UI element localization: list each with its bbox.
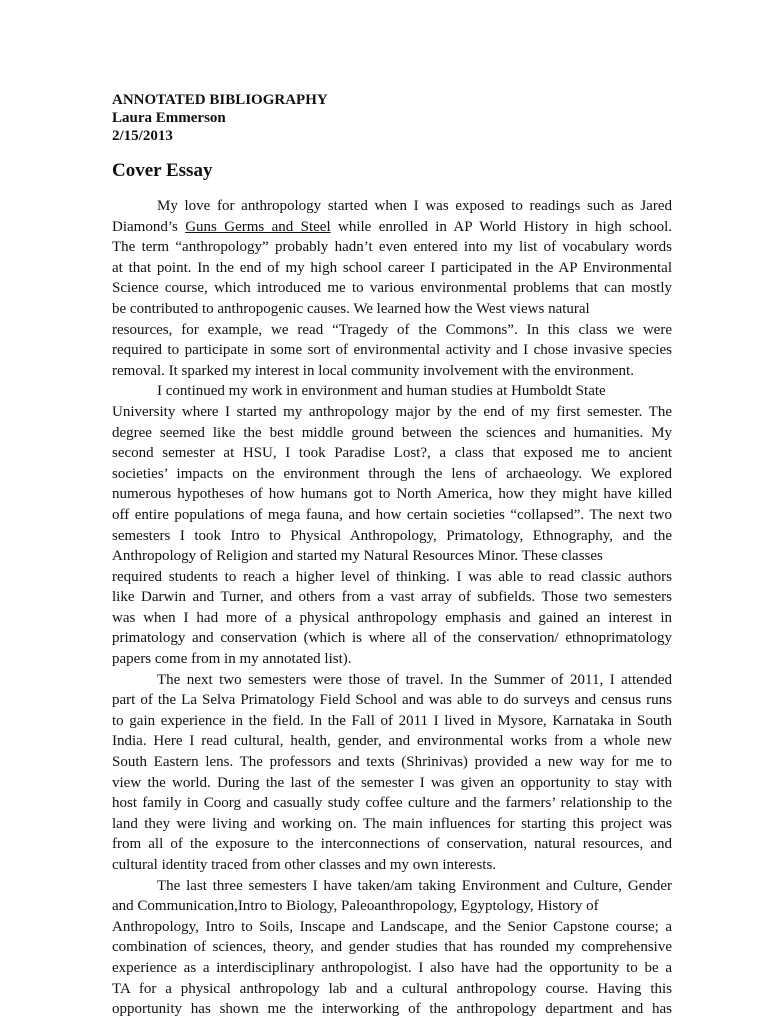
document-title: ANNOTATED BIBLIOGRAPHY	[112, 92, 328, 108]
essay-line: degree seemed like the best middle ground between the sciences and humanities. My	[112, 424, 672, 441]
essay-line: cultural identity traced from other classes and my own interests.	[112, 857, 497, 873]
essay-line: Anthropology, Intro to Soils, Inscape and Landscape, and the Senior Capstone course; a	[112, 918, 672, 935]
essay-line: be contributed to anthropogenic causes. We learned how the West views natural	[112, 300, 590, 317]
essay-line: papers come from in my annotated list).	[112, 651, 352, 668]
essay-line: at that point. In the end of my high school career I participated in the AP Environmental	[112, 259, 672, 276]
essay-line: like Darwin and Turner, and others from a vast array of subfields. Those two semesters	[112, 589, 672, 606]
book-title-underlined: Guns Germs and Steel	[185, 218, 331, 235]
essay-line: primatology and conservation (which is where all of the conservation/ ethnoprimatology	[112, 630, 672, 647]
essay-line: Science course, which introduced me to various environmental problems that can mostly	[112, 280, 672, 297]
essay-line: TA for a physical anthropology lab and a cultural anthropology course. Having this	[112, 980, 672, 997]
essay-line: South Eastern lens. The professors and texts (Shrinivas) provided a new way for me to	[112, 754, 672, 771]
essay-line: removal. It sparked my interest in local community involvement with the environment.	[112, 362, 634, 379]
essay-line: My love for anthropology started when I was exposed to readings such as Jared	[157, 198, 672, 214]
essay-line: The last three semesters I have taken/am taking Environment and Culture, Gender	[157, 877, 672, 894]
essay-line: from all of the exposure to the interconnections of conservation, natural resources, and	[112, 836, 672, 853]
essay-line: The next two semesters were those of travel. In the Summer of 2011, I attended	[157, 671, 672, 688]
document-header	[112, 91, 672, 145]
essay-line: semesters I took Intro to Physical Anthropology, Primatology, Ethnography, and the	[112, 527, 672, 544]
essay-line: numerous hypotheses of how humans got to North America, how they might have killed	[112, 486, 672, 503]
essay-line: India. Here I read cultural, health, gender, and environmental works from a whole new	[112, 733, 672, 750]
essay-line: view the world. During the last of the semester I was given an opportunity to stay with	[112, 774, 672, 791]
document-date: 2/15/2013	[112, 128, 173, 144]
essay-line: and Communication,Intro to Biology, Paleoanthropology, Egyptology, History of	[112, 898, 599, 915]
essay-line: second semester at HSU, I took Paradise Lost?, a class that exposed me to ancient	[112, 445, 672, 462]
essay-line: land they were living and working on. The main influences for starting this project was	[112, 815, 672, 832]
author-name: Laura Emmerson	[112, 110, 226, 126]
essay-text: while enrolled in AP World History in high school.	[330, 218, 672, 235]
essay-line: off entire populations of mega fauna, and how certain societies “collapsed”. The next two	[112, 506, 672, 523]
essay-line: was when I had more of a physical anthropology emphasis and gained an interest in	[112, 609, 672, 626]
essay-line: opportunity has shown me the interworking of the anthropology department and has	[112, 1001, 672, 1018]
section-title: Cover Essay	[112, 160, 213, 181]
essay-line: The term “anthropology” probably hadn’t even entered into my list of vocabulary words	[112, 239, 672, 256]
essay-text: Diamond’s	[112, 218, 186, 235]
essay-line: required to participate in some sort of environmental activity and I chose invasive species	[112, 342, 672, 359]
essay-line: combination of sciences, theory, and gender studies that has rounded my comprehensive	[112, 939, 672, 956]
essay-line	[112, 217, 672, 238]
essay-line: Anthropology of Religion and started my Natural Resources Minor. These classes	[112, 548, 603, 565]
essay-body	[112, 196, 672, 1020]
essay-line: required students to reach a higher level of thinking. I was able to read classic authors	[112, 568, 672, 585]
essay-line: I continued my work in environment and human studies at Humboldt State	[157, 383, 606, 400]
essay-line: experience as a interdisciplinary anthropologist. I also have had the opportunity to be a	[112, 959, 672, 976]
essay-line: societies’ impacts on the environment through the lens of archaeology. We explored	[112, 465, 672, 482]
essay-line: host family in Coorg and casually study coffee culture and the farmers’ relationship to the	[112, 795, 672, 812]
essay-line: to gain experience in the field. In the Fall of 2011 I lived in Mysore, Karnataka in South	[112, 712, 672, 729]
essay-line: resources, for example, we read “Tragedy of the Commons”. In this class we were	[112, 321, 672, 338]
essay-line: University where I started my anthropology major by the end of my first semester. The	[112, 403, 672, 420]
essay-line: part of the La Selva Primatology Field School and was able to do surveys and census runs	[112, 692, 672, 709]
